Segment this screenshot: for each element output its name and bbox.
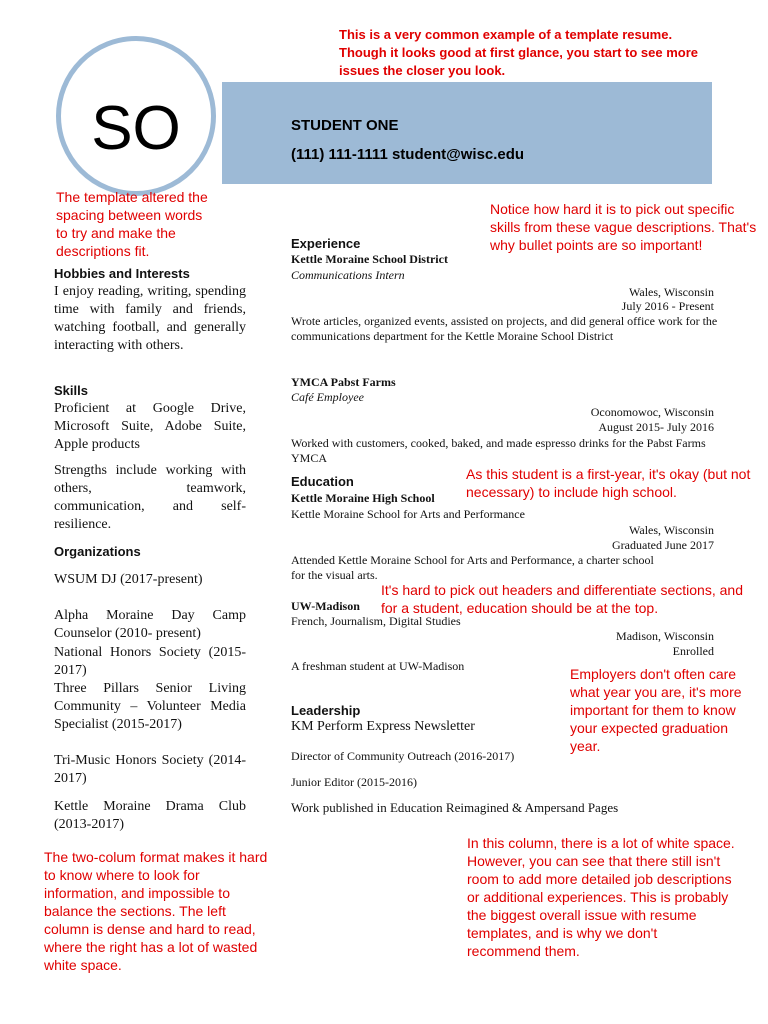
job-description: Wrote articles, organized events, assisted on projects, and did general office work for the communications department for the Kettle Moraine School District xyxy=(291,314,718,343)
organization-item: National Honors Society (2015-2017) xyxy=(54,645,246,678)
annotation-spacing: The template altered the spacing between words to try and make the descriptions fit. xyxy=(56,189,208,259)
annotation-year: Employers don't often care what year you are, it's more important for them to know your expected graduation year. xyxy=(570,666,742,754)
leadership-heading: Leadership xyxy=(291,703,361,718)
school-program: Kettle Moraine School for Arts and Performance xyxy=(291,507,525,521)
job-role: Communications Intern xyxy=(291,268,405,282)
annotation-high-school: As this student is a first-year, it's okay (but not necessary) to include high school. xyxy=(466,466,751,500)
leadership-org: KM Perform Express Newsletter xyxy=(291,719,475,734)
strengths-text: Strengths include working with others, teamwork, communication, and self-resilience. xyxy=(54,463,246,532)
school-name: Kettle Moraine High School xyxy=(291,491,435,505)
education-heading: Education xyxy=(291,474,354,489)
annotation-headers: It's hard to pick out headers and differentiate sections, and for a student, education should be at the top. xyxy=(381,582,743,616)
school-location: Wales, Wisconsin xyxy=(629,523,714,537)
school-dates: Enrolled xyxy=(672,644,714,658)
skills-text: Proficient at Google Drive, Microsoft Suite, Adobe Suite, Apple products xyxy=(54,401,246,452)
school-dates: Graduated June 2017 xyxy=(612,538,714,552)
leadership-item: Director of Community Outreach (2016-2017) xyxy=(291,749,515,763)
job-dates: July 2016 - Present xyxy=(621,299,714,313)
organization-item: Kettle Moraine Drama Club (2013-2017) xyxy=(54,799,246,832)
organization-item: Tri-Music Honors Society (2014-2017) xyxy=(54,753,246,786)
school-location: Madison, Wisconsin xyxy=(616,629,714,643)
organization-item: WSUM DJ (2017-present) xyxy=(54,572,203,587)
organization-item: Three Pillars Senior Living Community – Volunteer Media Specialist (2015-2017) xyxy=(54,681,246,732)
job-org: Kettle Moraine School District xyxy=(291,252,448,266)
annotation-bullets: Notice how hard it is to pick out specific skills from these vague descriptions. That's why bullet points are so important! xyxy=(490,201,757,253)
job-location: Oconomowoc, Wisconsin xyxy=(590,405,714,419)
school-program: French, Journalism, Digital Studies xyxy=(291,614,461,628)
contact-info: (111) 111-1111 student@wisc.edu xyxy=(291,146,525,163)
job-description: Worked with customers, cooked, baked, and made espresso drinks for the Pabst Farms YMCA xyxy=(291,436,706,465)
initials: SO xyxy=(91,94,181,163)
school-name: UW-Madison xyxy=(291,599,360,613)
job-role: Café Employee xyxy=(291,390,364,404)
organizations-heading: Organizations xyxy=(54,544,141,559)
job-dates: August 2015- July 2016 xyxy=(598,420,714,434)
hobbies-text: I enjoy reading, writing, spending time with family and friends, watching football, and generally interacting with others. xyxy=(54,284,246,353)
annotation-white-space: In this column, there is a lot of white space. However, you can see that there still isn't room to add more detailed job descriptions or additional experiences. This is probably the biggest overall issue with resume templates, and is why we don't recommend them. xyxy=(467,835,735,959)
student-name: STUDENT ONE xyxy=(291,117,399,134)
hobbies-heading: Hobbies and Interests xyxy=(54,266,190,281)
job-org: YMCA Pabst Farms xyxy=(291,375,396,389)
organization-item: Alpha Moraine Day Camp Counselor (2010- present) xyxy=(54,608,246,641)
job-location: Wales, Wisconsin xyxy=(629,285,714,299)
leadership-published: Work published in Education Reimagined & Ampersand Pages xyxy=(291,800,619,815)
experience-heading: Experience xyxy=(291,236,361,251)
annotation-top: This is a very common example of a template resume. Though it looks good at first glance, you start to see more issues the closer you look. xyxy=(339,27,698,78)
school-description: Attended Kettle Moraine School for Arts and Performance, a charter school for the visual arts. xyxy=(291,553,654,582)
skills-heading: Skills xyxy=(54,383,88,398)
annotation-two-column: The two-colum format makes it hard to know where to look for information, and impossible to balance the sections. The left column is dense and hard to read, where the right has a lot of wasted white space. xyxy=(44,849,268,973)
school-description: A freshman student at UW-Madison xyxy=(291,659,465,673)
leadership-item: Junior Editor (2015-2016) xyxy=(291,775,417,789)
